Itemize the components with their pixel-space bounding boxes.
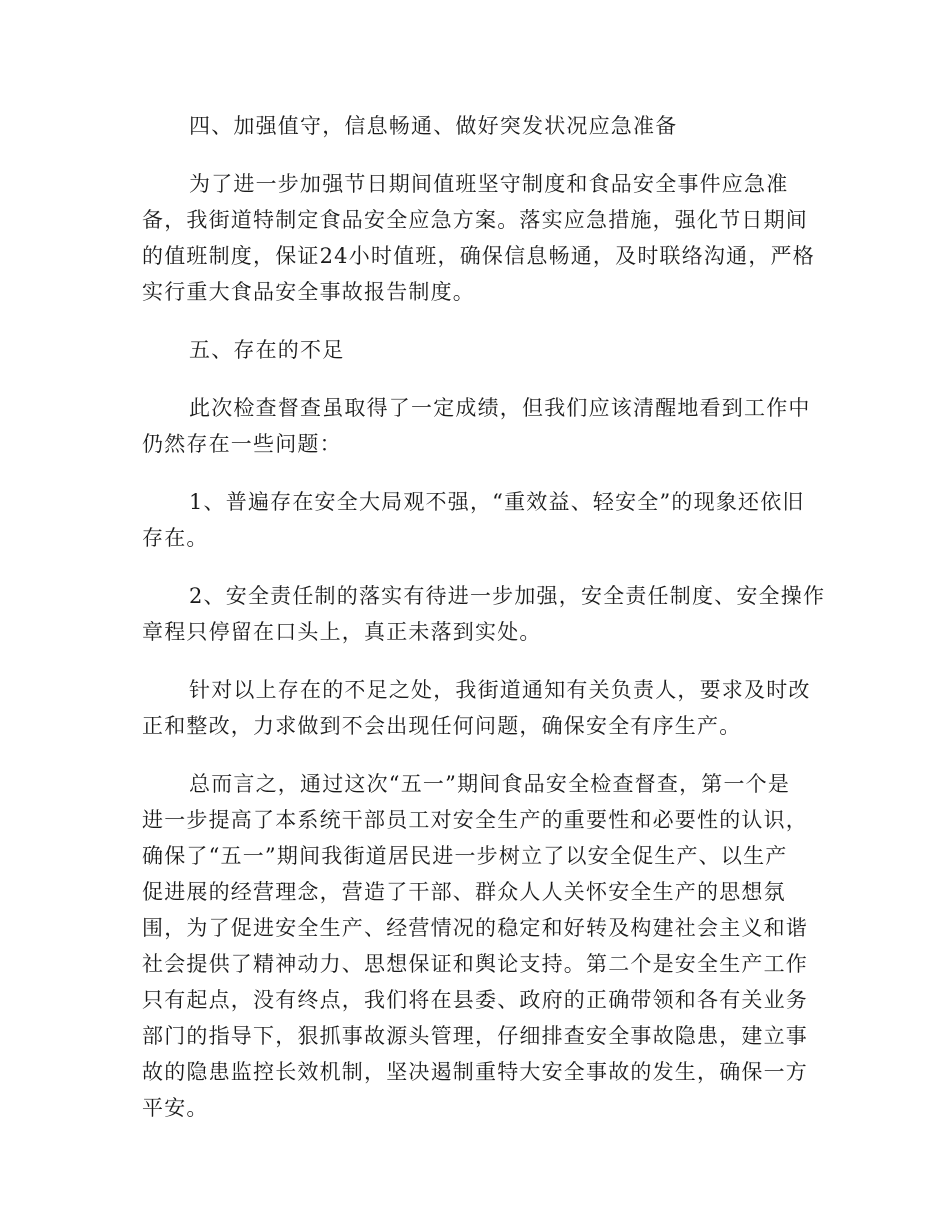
text-line: 仍然存在一些问题： (142, 432, 342, 456)
document-page (142, 108, 826, 1126)
text-line: 为了进一步加强节日期间值班坚守制度和食品安全事件应急准 (189, 172, 789, 196)
text-line: 五、存在的不足 (189, 338, 345, 362)
text-line: 1、普遍存在安全大局观不强，“重效益、轻安全”的现象还依旧 (189, 490, 805, 514)
text-line: 部门的指导下，狠抓事故源头管理，仔细排查安全事故隐患，建立事 (142, 1024, 808, 1048)
text-line: 确保了“五一”期间我街道居民进一步树立了以安全促生产、以生产 (142, 844, 788, 868)
text-line: 只有起点，没有终点，我们将在县委、政府的正确带领和各有关业务 (142, 988, 808, 1012)
text-line: 社会提供了精神动力、思想保证和舆论支持。第二个是安全生产工作 (142, 952, 808, 976)
text-line: 总而言之，通过这次“五一”期间食品安全检查督查，第一个是 (189, 772, 791, 796)
text-line: 平安。 (142, 1096, 209, 1120)
paragraph (142, 166, 815, 310)
text-line: 的值班制度，保证24小时值班，确保信息畅通，及时联络沟通，严格 (142, 244, 815, 268)
text-line: 进一步提高了本系统干部员工对安全生产的重要性和必要性的认识， (142, 808, 808, 832)
text-line: 四、加强值守，信息畅通、做好突发状况应急准备 (189, 114, 678, 138)
text-line: 存在。 (142, 526, 209, 550)
paragraph (142, 766, 807, 1126)
text-line: 正和整改，力求做到不会出现任何问题，确保安全有序生产。 (142, 714, 742, 738)
text-line: 促进展的经营理念，营造了干部、群众人人关怀安全生产的思想氛 (142, 880, 786, 904)
text-line: 围，为了促进安全生产、经营情况的稳定和好转及构建社会主义和谐 (142, 916, 808, 940)
text-line: 实行重大食品安全事故报告制度。 (142, 280, 475, 304)
paragraph (142, 390, 811, 462)
list-item (142, 578, 826, 650)
text-line: 章程只停留在口头上，真正未落到实处。 (142, 620, 542, 644)
section-heading (142, 332, 807, 368)
paragraph (142, 672, 811, 744)
section-heading (142, 108, 807, 144)
list-item (142, 484, 807, 556)
text-line: 此次检查督查虽取得了一定成绩，但我们应该清醒地看到工作中 (189, 396, 811, 420)
text-line: 故的隐患监控长效机制，坚决遏制重特大安全事故的发生，确保一方 (142, 1060, 808, 1084)
text-line: 针对以上存在的不足之处，我街道通知有关负责人，要求及时改 (189, 678, 811, 702)
text-line: 备，我街道特制定食品安全应急方案。落实应急措施，强化节日期间 (142, 208, 808, 232)
text-line: 2、安全责任制的落实有待进一步加强，安全责任制度、安全操作 (189, 584, 826, 608)
